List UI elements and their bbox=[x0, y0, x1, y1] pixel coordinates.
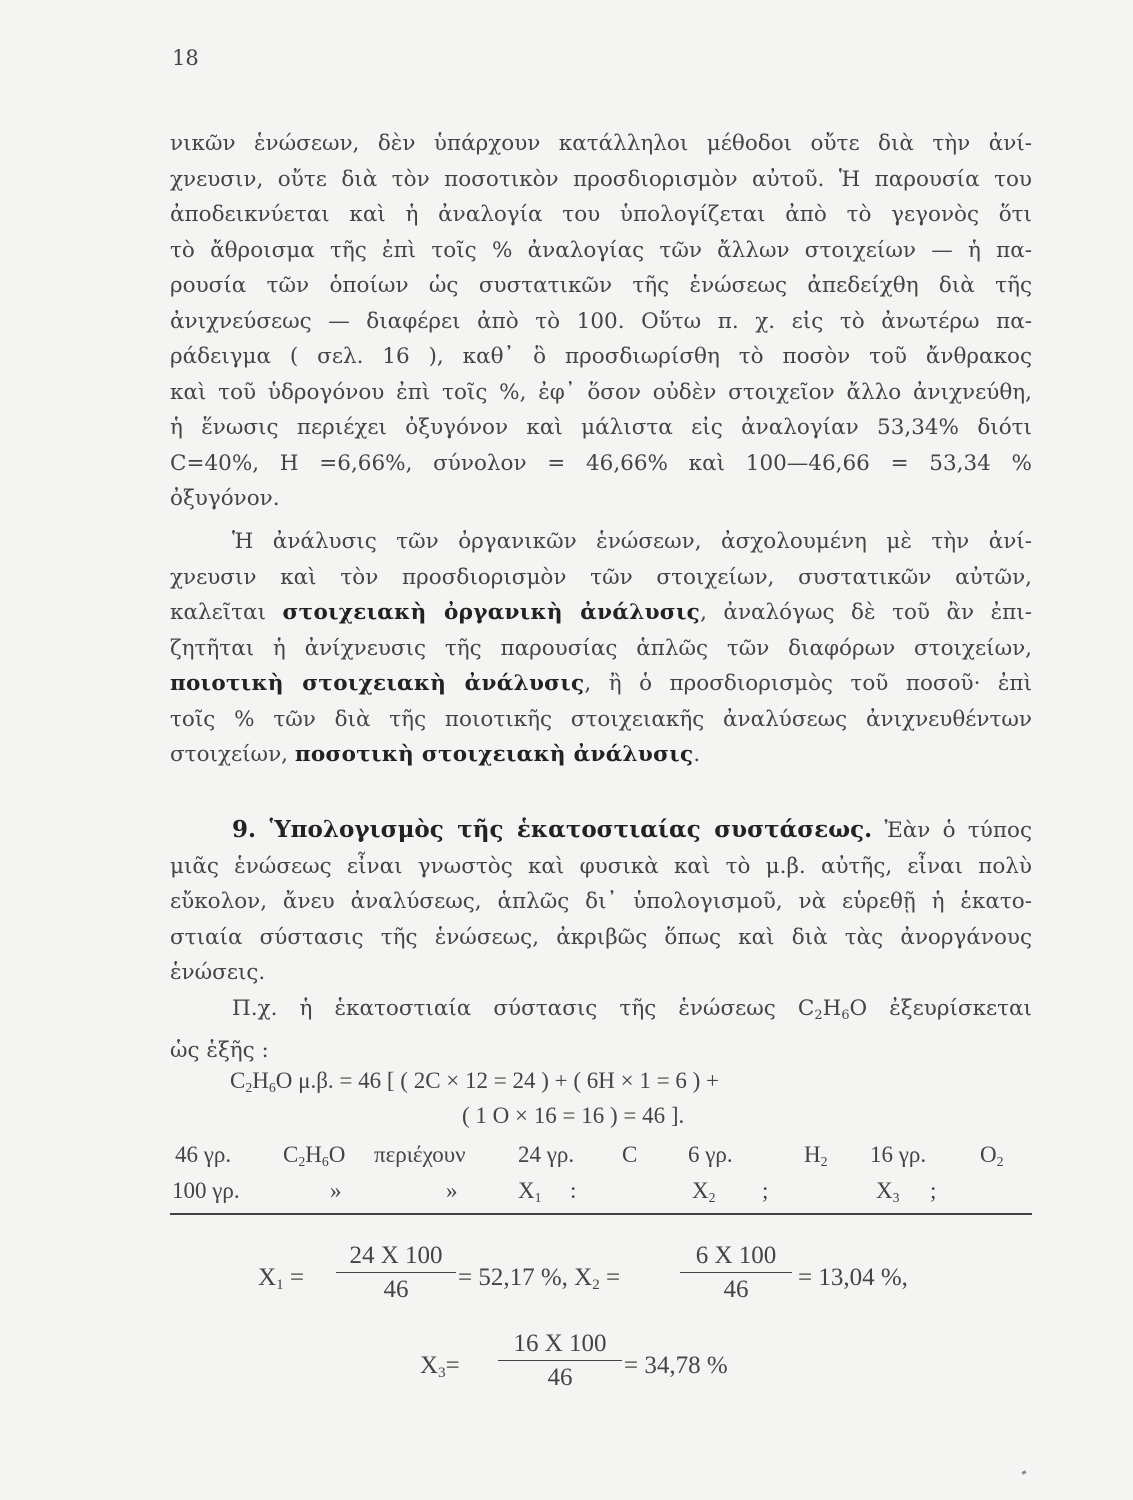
text-fragment: = bbox=[605, 1264, 621, 1291]
proportion-row-1-hydrogen-mass: 6 γρ. bbox=[688, 1142, 733, 1167]
text-fragment: στοιχείων, bbox=[170, 742, 295, 767]
fraction-numerator: 24 X 100 bbox=[336, 1242, 456, 1273]
subscript: 6 bbox=[321, 1154, 329, 1169]
text-line: χνευσιν καὶ τὸν προσδιορισμὸν τῶν στοιχείων, συστατικῶν αὐτῶν, bbox=[170, 564, 1032, 590]
text-fragment: , ἀναλόγως δὲ τοῦ ἂν ἐπι- bbox=[700, 600, 1032, 625]
proportion-row-2-colon: : bbox=[570, 1178, 577, 1203]
term-elemental-organic-analysis: στοιχειακὴ ὀργανικὴ ἀνάλυσις bbox=[282, 600, 701, 625]
x1-label bbox=[258, 1264, 304, 1294]
text-fragment: καλεῖται bbox=[170, 600, 283, 625]
text-fragment: Ἐὰν ὁ τύπος bbox=[872, 818, 1032, 843]
x2-fraction bbox=[680, 1242, 792, 1304]
text-line: στιαία σύστασις τῆς ἑνώσεως, ἀκριβῶς ὅπως καὶ διὰ τὰς ἀνοργάνους bbox=[170, 924, 1032, 950]
text-fragment: C bbox=[283, 1142, 299, 1167]
term-qualitative-analysis: ποιοτικὴ στοιχειακὴ ἀνάλυσις bbox=[170, 671, 585, 696]
text-line: ὡς ἑξῆς : bbox=[170, 1038, 269, 1063]
subscript: 2 bbox=[820, 1154, 828, 1169]
text-fragment: C bbox=[230, 1068, 246, 1093]
subscript: 2 bbox=[592, 1277, 600, 1293]
ink-speck bbox=[1022, 1470, 1027, 1475]
fraction-denominator: 46 bbox=[383, 1276, 409, 1303]
text-fragment: X bbox=[692, 1178, 709, 1203]
proportion-row-1-hydrogen bbox=[804, 1142, 828, 1170]
text-fragment: H bbox=[804, 1142, 821, 1167]
proportion-row-2-ditto: » bbox=[446, 1178, 458, 1203]
text-line: τοῖς % τῶν διὰ τῆς ποιοτικῆς στοιχειακῆς ἀναλύσεως ἀνιχνευθέντων bbox=[170, 706, 1032, 732]
text-fragment: H bbox=[305, 1142, 322, 1167]
proportion-row-2-semicolon: ; bbox=[762, 1178, 769, 1203]
proportion-row-1-oxygen bbox=[980, 1142, 1004, 1170]
subscript: 3 bbox=[892, 1190, 900, 1205]
text-fragment: X bbox=[258, 1264, 277, 1291]
proportion-row-2-x1 bbox=[518, 1178, 542, 1206]
subscript: 6 bbox=[268, 1080, 276, 1095]
x1-result bbox=[458, 1264, 620, 1294]
text-fragment: . bbox=[693, 742, 701, 767]
fraction-numerator: 16 X 100 bbox=[498, 1330, 622, 1361]
subscript: 1 bbox=[276, 1277, 284, 1293]
text-line: χνευσιν, οὔτε διὰ τὸν ποσοτικὸν προσδιορισμὸν αὐτοῦ. Ἡ παρουσία του bbox=[170, 166, 1032, 192]
text-fragment: , ἢ ὁ προσδιορισμὸς τοῦ ποσοῦ· ἐπὶ bbox=[584, 671, 1032, 696]
text-fragment: X bbox=[876, 1178, 893, 1203]
text-line bbox=[170, 666, 1032, 702]
proportion-row-2-ditto: » bbox=[330, 1178, 342, 1203]
section-heading: 9. Ὑπολογισμὸς τῆς ἑκατοστιαίας συστάσεως. bbox=[232, 816, 873, 843]
page-number: 18 bbox=[172, 46, 199, 70]
text-line bbox=[170, 737, 1032, 773]
subscript: 2 bbox=[245, 1080, 253, 1095]
text-fragment: O ἐξευρίσκεται bbox=[849, 995, 1032, 1021]
x2-result: = 13,04 %, bbox=[798, 1264, 908, 1291]
text-line: ἀποδεικνύεται καὶ ἡ ἀναλογία του ὑπολογίζεται ἀπὸ τὸ γεγονὸς ὅτι bbox=[170, 202, 1032, 227]
text-line: ὀξυγόνον. bbox=[170, 486, 280, 511]
subscript: 1 bbox=[534, 1190, 542, 1205]
fraction-numerator: 6 X 100 bbox=[680, 1242, 792, 1273]
proportion-row-2-x3 bbox=[876, 1178, 900, 1206]
proportion-row-1-carbon-mass: 24 γρ. bbox=[518, 1142, 575, 1167]
proportion-row-1-carbon: C bbox=[622, 1142, 638, 1167]
text-fragment: Π.χ. ἡ ἑκατοστιαία σύστασις τῆς ἑνώσεως C bbox=[232, 995, 815, 1021]
proportion-row-2-semicolon: ; bbox=[930, 1178, 937, 1203]
section-heading-line bbox=[170, 812, 1032, 849]
text-line: C=40%, H =6,66%, σύνολον = 46,66% καὶ 100—46,66 = 53,34 % bbox=[170, 450, 1032, 476]
text-line bbox=[170, 595, 1032, 631]
text-fragment: = 52,17 %, X bbox=[458, 1264, 593, 1291]
text-line: νικῶν ἑνώσεων, δὲν ὑπάρχουν κατάλληλοι μέθοδοι οὔτε διὰ τὴν ἀνί- bbox=[170, 131, 1032, 156]
proportion-row-1-compound bbox=[283, 1142, 345, 1170]
text-line: Ἡ ἀνάλυσις τῶν ὀργανικῶν ἑνώσεων, ἀσχολουμένη μὲ τὴν ἀνί- bbox=[232, 529, 1032, 554]
molecular-weight-line-1 bbox=[230, 1068, 719, 1096]
fraction-denominator: 46 bbox=[723, 1276, 749, 1303]
text-line: καὶ τοῦ ὑδρογόνου ἐπὶ τοῖς %, ἐφ᾽ ὅσον οὐδὲν στοιχεῖον ἄλλο ἀνιχνεύθη, bbox=[170, 379, 1032, 405]
text-fragment: O bbox=[980, 1142, 997, 1167]
paragraph-organic-oxygen bbox=[170, 126, 1032, 517]
subscript: 2 bbox=[996, 1154, 1004, 1169]
text-fragment: X bbox=[518, 1178, 535, 1203]
fraction-denominator: 46 bbox=[547, 1364, 573, 1391]
section-9 bbox=[170, 812, 1032, 1069]
divider-rule bbox=[170, 1213, 1032, 1215]
text-fragment: = bbox=[289, 1264, 304, 1291]
text-line: τὸ ἄθροισμα τῆς ἐπὶ τοῖς % ἀναλογίας τῶν ἄλλων στοιχείων — ἡ πα- bbox=[170, 237, 1032, 263]
text-line: εὔκολον, ἄνευ ἀναλύσεως, ἁπλῶς δι᾽ ὑπολογισμοῦ, νὰ εὑρεθῇ ἡ ἑκατο- bbox=[170, 889, 1032, 914]
subscript: 2 bbox=[298, 1154, 306, 1169]
x1-fraction bbox=[336, 1242, 456, 1304]
text-line: ράδειγμα ( σελ. 16 ), καθ᾽ ὃ προσδιωρίσθη τὸ ποσὸν τοῦ ἄνθρακος bbox=[170, 344, 1032, 369]
subscript: 3 bbox=[438, 1365, 446, 1381]
text-line: μιᾶς ἑνώσεως εἶναι γνωστὸς καὶ φυσικὰ καὶ τὸ μ.β. αὐτῆς, εἶναι πολὺ bbox=[170, 853, 1032, 879]
text-line: ἑνώσεις. bbox=[170, 960, 266, 985]
text-fragment: O bbox=[328, 1142, 346, 1167]
text-fragment: H bbox=[822, 995, 842, 1021]
text-fragment: H bbox=[252, 1068, 269, 1093]
text-fragment: X bbox=[420, 1352, 439, 1379]
subscript: 6 bbox=[841, 1007, 850, 1023]
subscript: 2 bbox=[708, 1190, 716, 1205]
paragraph-elemental-analysis bbox=[170, 524, 1032, 773]
x3-result: = 34,78 % bbox=[624, 1352, 728, 1379]
term-quantitative-analysis: ποσοτικὴ στοιχειακὴ ἀνάλυσις bbox=[294, 742, 694, 767]
text-fragment: = bbox=[445, 1352, 460, 1379]
subscript: 2 bbox=[814, 1007, 823, 1023]
proportion-row-1-mass: 46 γρ. bbox=[175, 1142, 232, 1167]
proportion-row-2-mass: 100 γρ. bbox=[172, 1178, 240, 1203]
x3-label bbox=[420, 1352, 460, 1382]
molecular-weight-line-2: ( 1 O × 16 = 16 ) = 46 ]. bbox=[462, 1103, 685, 1128]
proportion-row-1-oxygen-mass: 16 γρ. bbox=[870, 1142, 927, 1167]
proportion-row-2-x2 bbox=[692, 1178, 716, 1206]
text-line bbox=[170, 991, 1032, 1034]
text-line: ζητῆται ἡ ἀνίχνευσις τῆς παρουσίας ἁπλῶς τῶν διαφόρων στοιχείων, bbox=[170, 635, 1032, 661]
text-fragment: O μ.β. = 46 [ ( 2C × 12 = 24 ) + ( 6H × 1 = 6 ) + bbox=[275, 1068, 719, 1093]
x3-fraction bbox=[498, 1330, 622, 1392]
text-line: ἀνιχνεύσεως — διαφέρει ἀπὸ τὸ 100. Οὕτω π. χ. εἰς τὸ ἀνωτέρω πα- bbox=[170, 308, 1032, 334]
text-line: ρουσία τῶν ὁποίων ὡς συστατικῶν τῆς ἑνώσεως ἀπεδείχθη διὰ τῆς bbox=[170, 273, 1032, 298]
proportion-row-1-contain: περιέχουν bbox=[374, 1142, 466, 1167]
text-line: ἡ ἕνωσις περιέχει ὀξυγόνον καὶ μάλιστα εἰς ἀναλογίαν 53,34% διότι bbox=[170, 415, 1032, 440]
